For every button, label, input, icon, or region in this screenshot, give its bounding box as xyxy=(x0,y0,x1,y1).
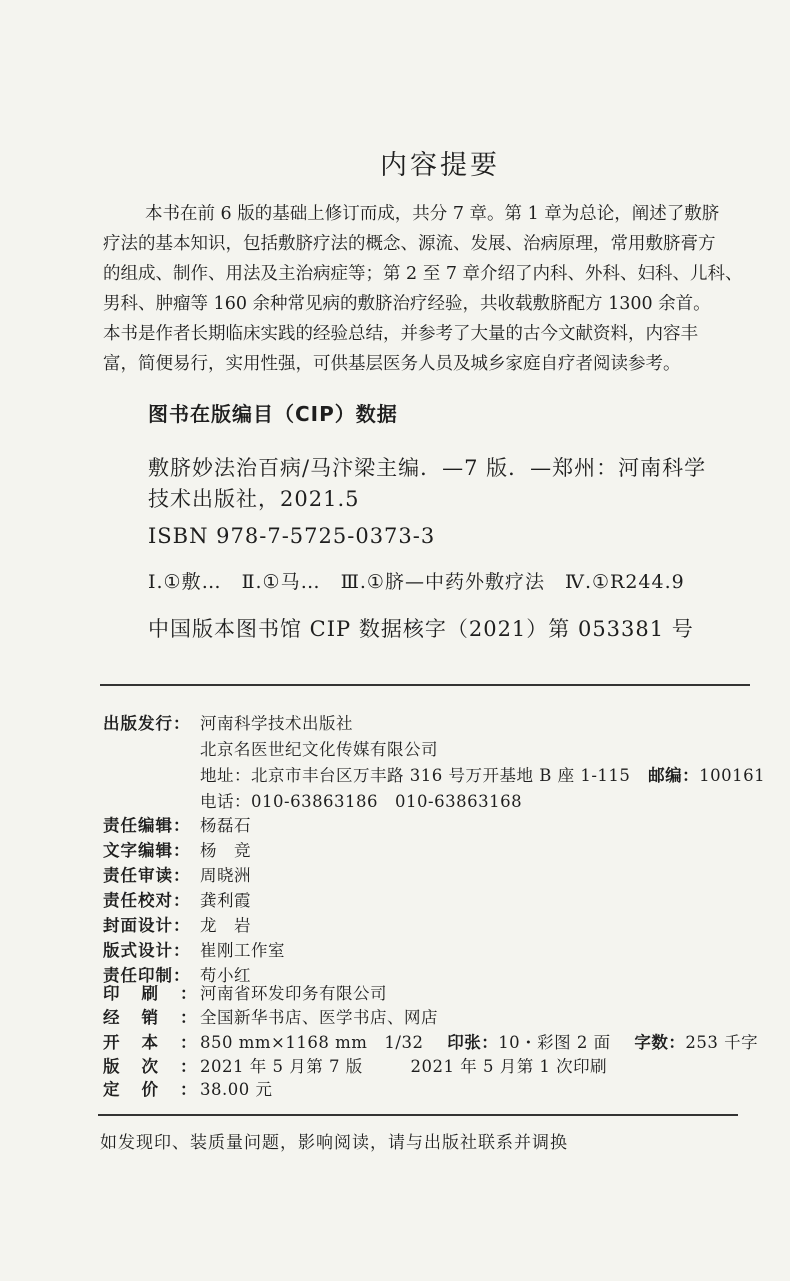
staff-value: 苟小红 xyxy=(200,966,251,985)
phone: 010-63863186 010-63863168 xyxy=(251,792,523,811)
address-label: 地址： xyxy=(200,766,251,785)
printing-value: 2021 年 5 月第 1 次印刷 xyxy=(410,1057,608,1076)
postcode-label: 邮编： xyxy=(648,766,700,785)
phone-label: 电话： xyxy=(200,792,251,811)
summary-line: 本书是作者长期临床实践的经验总结，并参考了大量的古今文献资料，内容丰 xyxy=(103,324,698,344)
edition-value: 2021 年 5 月第 7 版 xyxy=(200,1057,363,1076)
words-label: 字数： xyxy=(634,1033,686,1052)
summary-line: 本书在前 6 版的基础上修订而成，共分 7 章。第 1 章为总论，阐述了敷脐 xyxy=(145,204,720,224)
price-label: 定价： xyxy=(103,1080,219,1099)
staff-label: 版式设计： xyxy=(103,941,191,960)
staff-value: 崔刚工作室 xyxy=(200,941,285,960)
partner-name: 北京名医世纪文化传媒有限公司 xyxy=(200,740,438,759)
postcode: 100161 xyxy=(699,766,766,785)
edition-line xyxy=(200,1053,607,1077)
cip-entry-line1: 敷脐妙法治百病/马汴梁主编．—7 版．—郑州：河南科学 xyxy=(148,456,707,480)
printer-value: 河南省环发印务有限公司 xyxy=(200,984,387,1003)
staff-value: 杨磊石 xyxy=(200,816,251,835)
staff-value: 杨 竞 xyxy=(200,841,251,860)
summary-line: 富，简便易行，实用性强，可供基层医务人员及城乡家庭自疗者阅读参考。 xyxy=(103,354,681,374)
summary-line: 男科、肿瘤等 160 余种常见病的敷脐治疗经验，共收载敷脐配方 1300 余首。 xyxy=(103,294,711,314)
publisher-label: 出版发行： xyxy=(103,714,191,733)
staff-value: 龙 岩 xyxy=(200,916,251,935)
distributor-label: 经销： xyxy=(103,1008,219,1027)
distributor-value: 全国新华书店、医学书店、网店 xyxy=(200,1008,438,1027)
staff-label: 封面设计： xyxy=(103,916,191,935)
address: 北京市丰台区万丰路 316 号万开基地 B 座 1-115 xyxy=(251,766,631,785)
divider-bottom xyxy=(98,1114,738,1116)
sheets-label: 印张： xyxy=(447,1033,499,1052)
staff-label: 文字编辑： xyxy=(103,841,191,860)
publisher-name: 河南科学技术出版社 xyxy=(200,714,353,733)
format-value: 850 mm×1168 mm 1/32 xyxy=(200,1033,424,1052)
address-line xyxy=(200,762,765,786)
isbn: ISBN 978-7-5725-0373-3 xyxy=(148,524,436,548)
staff-label: 责任校对： xyxy=(103,891,191,910)
cip-classification: Ⅰ.①敷… Ⅱ.①马… Ⅲ.①脐—中药外敷疗法 Ⅳ.①R244.9 xyxy=(148,571,685,593)
summary-line: 疗法的基本知识，包括敷脐疗法的概念、源流、发展、治病原理，常用敷脐膏方 xyxy=(103,234,716,254)
price-value: 38.00 元 xyxy=(200,1080,273,1099)
page-title: 内容提要 xyxy=(380,150,500,181)
words-value: 253 千字 xyxy=(685,1033,759,1052)
cip-entry-line2: 技术出版社，2021.5 xyxy=(148,487,360,511)
divider-top xyxy=(100,684,750,686)
staff-value: 龚利霞 xyxy=(200,891,251,910)
phone-line xyxy=(200,788,522,812)
edition-label: 版次： xyxy=(103,1057,219,1076)
staff-label: 责任审读： xyxy=(103,866,191,885)
staff-label: 责任印制： xyxy=(103,966,191,985)
format-line xyxy=(200,1029,758,1053)
footer-notice: 如发现印、装质量问题，影响阅读，请与出版社联系并调换 xyxy=(100,1133,568,1153)
cip-heading: 图书在版编目（CIP）数据 xyxy=(148,402,398,426)
staff-label: 责任编辑： xyxy=(103,816,191,835)
staff-value: 周晓洲 xyxy=(200,866,251,885)
summary-line: 的组成、制作、用法及主治病症等；第 2 至 7 章介绍了内科、外科、妇科、儿科、 xyxy=(103,264,743,284)
sheets-value: 10・彩图 2 面 xyxy=(498,1033,611,1052)
format-label: 开本： xyxy=(103,1033,219,1052)
cip-approval-number: 中国版本图书馆 CIP 数据核字（2021）第 053381 号 xyxy=(148,617,694,641)
printer-label: 印刷： xyxy=(103,984,219,1003)
